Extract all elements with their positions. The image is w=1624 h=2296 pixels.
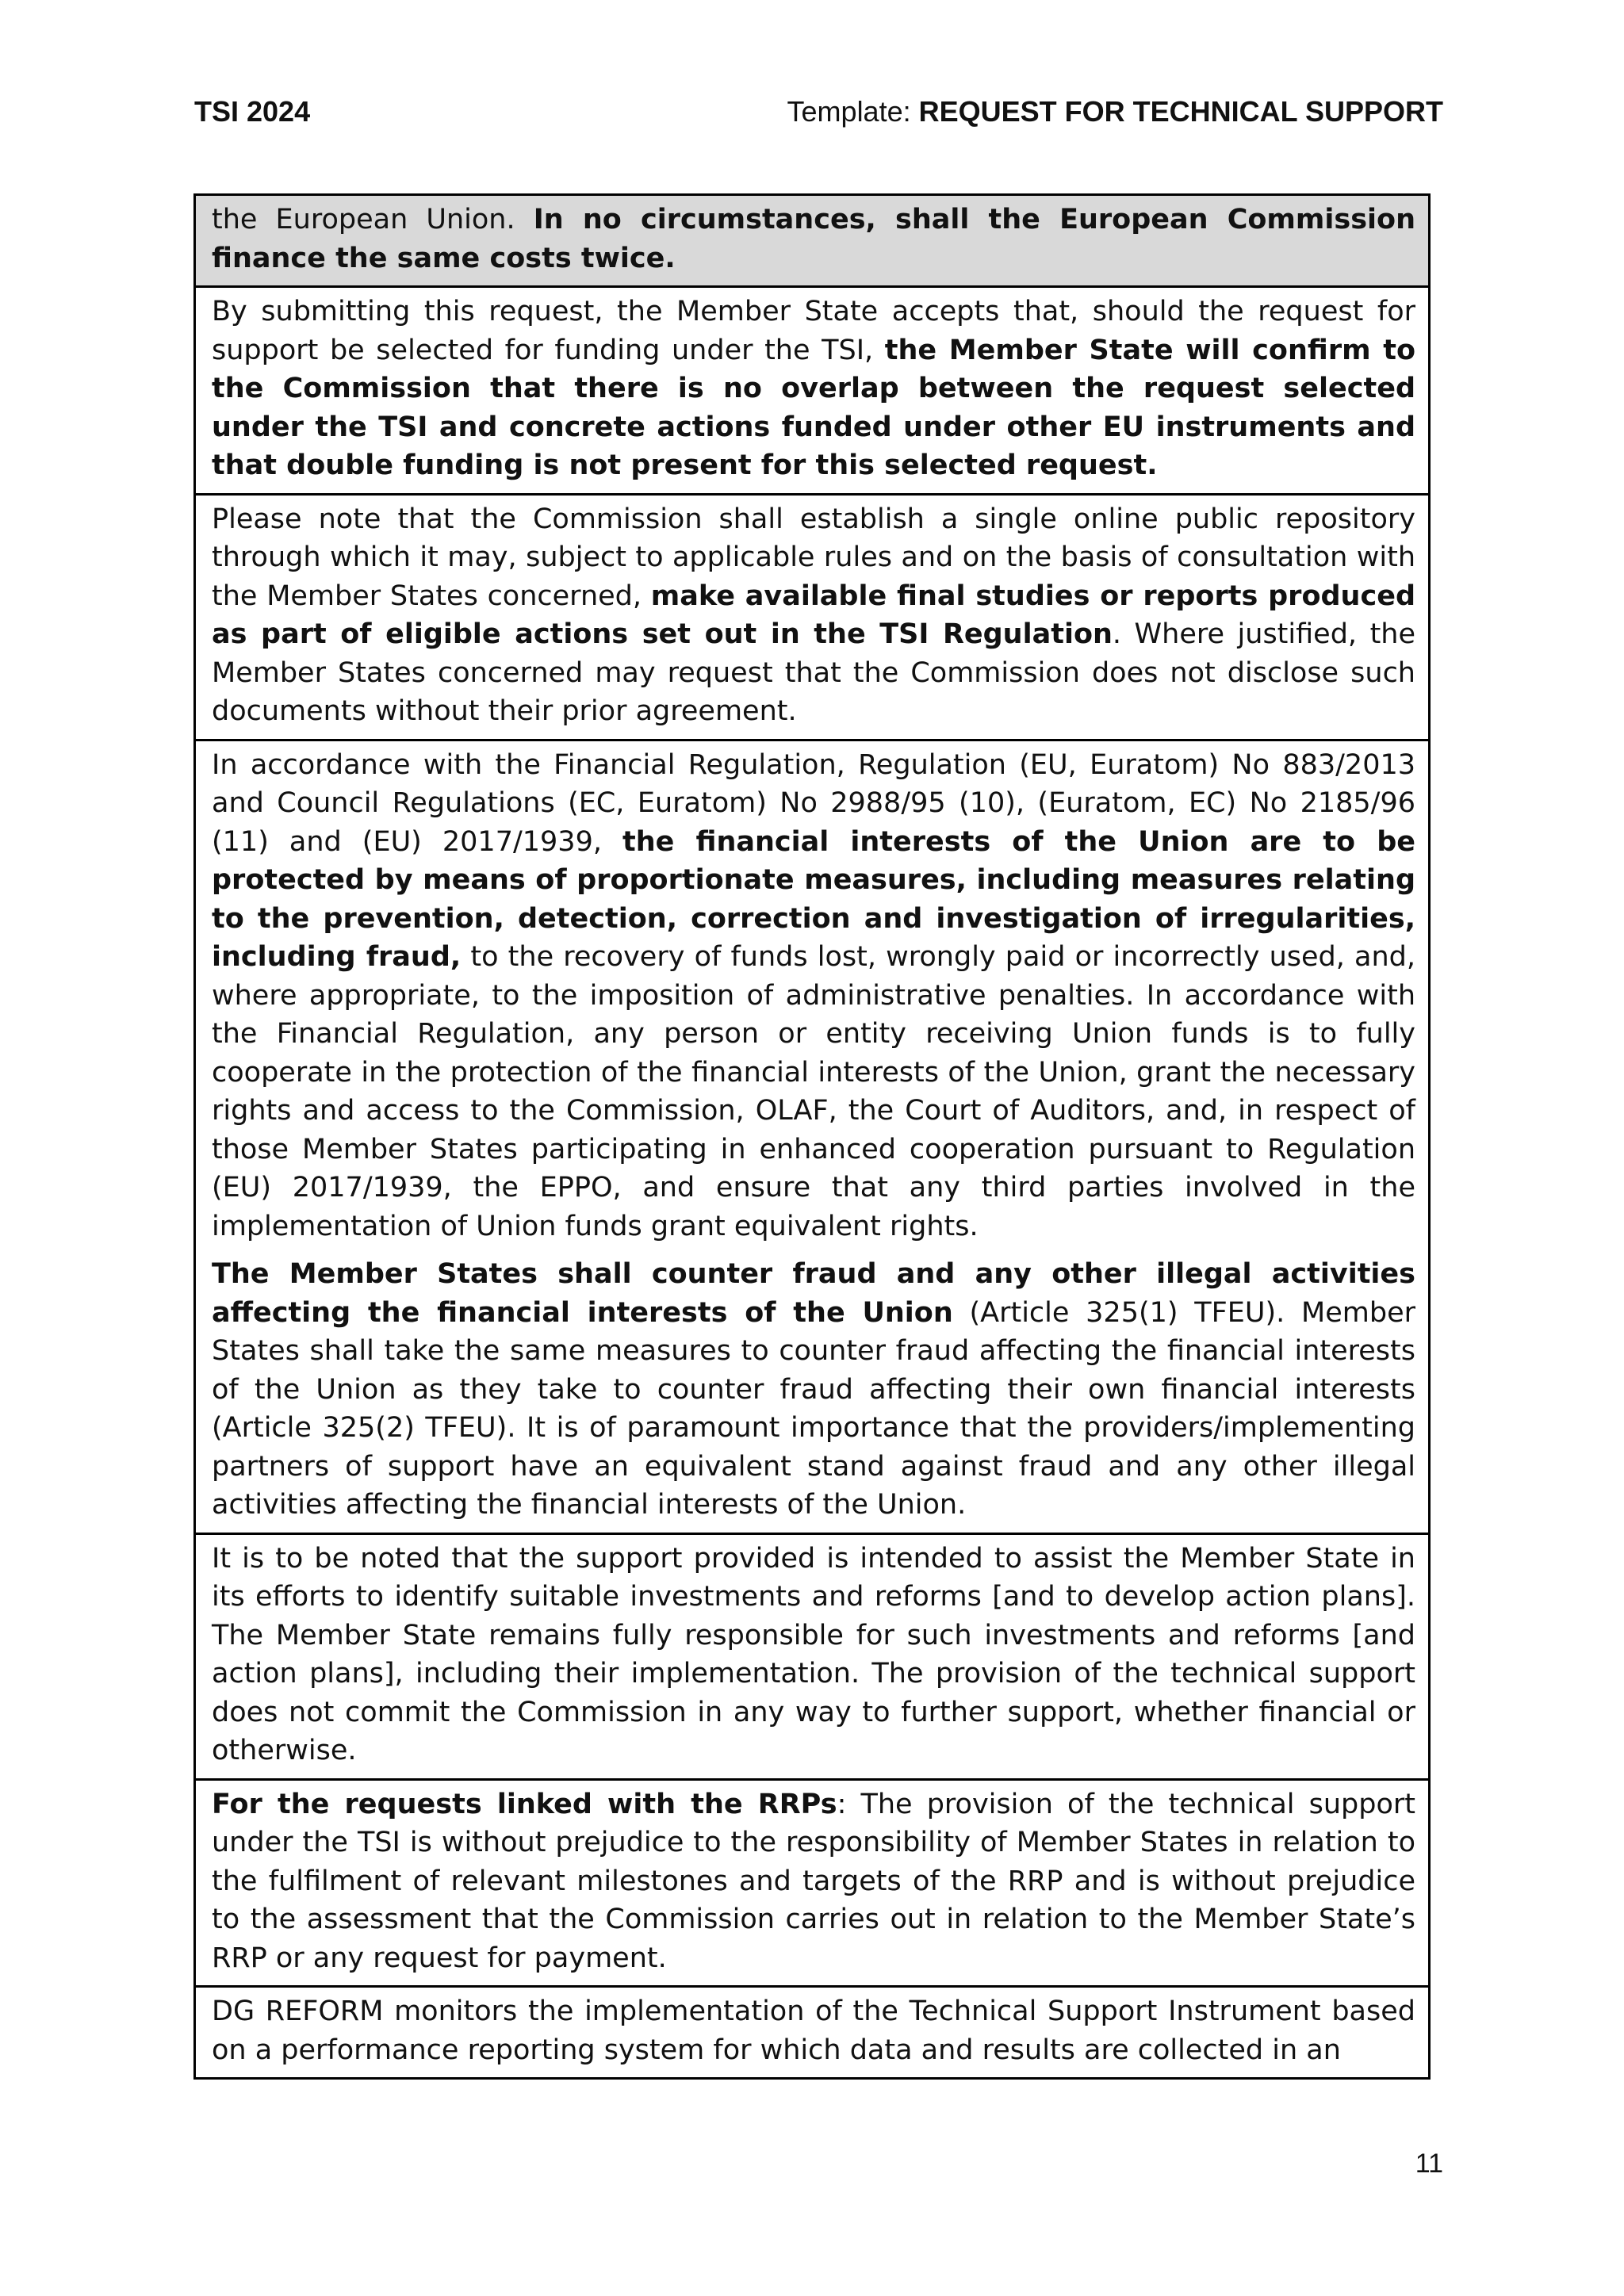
paragraph <box>212 201 1415 277</box>
bold-text: make available final studies or reports produced as part of eligible actions set out in the TSI Regulation <box>212 580 1415 650</box>
paragraph <box>212 746 1415 1246</box>
legal-notice-table <box>193 193 1431 2080</box>
text-run: In accordance with the Financial Regulation, Regulation (EU, Euratom) No 883/2013 and Council Regulations (EC, Euratom) No 2988/95 (10), (Euratom, EC) No 2185/96 (11) and (EU) 2017/1939, <box>212 748 1415 858</box>
table-cell <box>196 739 1428 1533</box>
table-cell <box>196 1533 1428 1778</box>
template-label: Template: <box>787 95 919 128</box>
paragraph <box>212 1992 1415 2069</box>
text-run: to the recovery of funds lost, wrongly paid or incorrectly used, and, where appropriate, to the imposition of administrative penalties. In accordance with the Financial Regulation, any person or entity receiving Union funds is to fully cooperate in the protection of the financial interests of the Union, grant the necessary rights and access to the Commission, OLAF, the Court of Auditors, and, in respect of those Member States participating in enhanced cooperation pursuant to Regulation (EU) 2017/1939, the EPPO, and ensure that any third parties involved in the implementation of Union funds grant equivalent rights. <box>212 941 1416 1242</box>
table-cell <box>196 285 1428 493</box>
text-run: (Article 325(1) TFEU). Member States shall take the same measures to counter fraud affecting the financial interests of the Union as they take to counter fraud affecting their own financial interests (Article 325(2) TFEU). It is of paramount importance that the providers/implementing partners of support have an equivalent stand against fraud and any other illegal activities affecting the financial interests of the Union. <box>212 1296 1415 1521</box>
bold-text: For the requests linked with the RRPs <box>212 1788 837 1820</box>
document-code: TSI 2024 <box>194 95 311 128</box>
text-run: . Where justified, the Member States concerned may request that the Commission does not disclose such documents without their prior agreement. <box>212 618 1416 727</box>
text-run: DG REFORM monitors the implementation of the Technical Support Instrument based on a performance reporting system for which data and results are collected in an <box>212 1996 1415 2066</box>
template-name: REQUEST FOR TECHNICAL SUPPORT <box>918 95 1443 128</box>
paragraph <box>212 293 1415 485</box>
paragraph <box>212 500 1415 731</box>
text-run: the European Union. <box>212 204 534 235</box>
bold-text: The Member States shall counter fraud and any other illegal activities affecting the financial interests of the Union <box>212 1258 1415 1329</box>
bold-text: the Member State will confirm to the Commission that there is no overlap between the request selected under the TSI and concrete actions funded under other EU instruments and that double funding is not present for this selected request. <box>212 334 1415 481</box>
text-run: : The provision of the technical support under the TSI is without prejudice to the responsibility of Member States in relation to the fulfilment of relevant milestones and targets of the RRP and is without prejudice to the assessment that the Commission carries out in relation to the Member State’s RRP or any request for payment. <box>212 1788 1415 1974</box>
template-title <box>787 95 1443 128</box>
text-run: Please note that the Commission shall establish a single online public repository through which it may, subject to applicable rules and on the basis of consultation with the Member States concerned, <box>212 503 1415 612</box>
text-run: It is to be noted that the support provided is intended to assist the Member State in its efforts to identify suitable investments and reforms [and to develop action plans]. The Member State remains fully responsible for such investments and reforms [and action plans], including their implementation. The provision of the technical support does not commit the Commission in any way to further support, whether financial or otherwise. <box>212 1542 1415 1766</box>
table-cell <box>196 196 1428 285</box>
bold-text: the financial interests of the Union are to be protected by means of proportionate measures, including measures relating to the prevention, detection, correction and investigation of irregularities, including fraud, <box>212 825 1415 973</box>
paragraph <box>212 1255 1415 1525</box>
paragraph <box>212 1540 1415 1770</box>
page-header <box>194 95 1443 135</box>
bold-text: In no circumstances, shall the European Commission finance the same costs twice. <box>212 204 1415 274</box>
page-number: 11 <box>1415 2149 1443 2179</box>
table-cell <box>196 1985 1428 2077</box>
table-cell <box>196 493 1428 739</box>
text-run: By submitting this request, the Member State accepts that, should the request for support be selected for funding under the TSI, <box>212 296 1415 366</box>
paragraph <box>212 1785 1415 1978</box>
table-cell <box>196 1778 1428 1986</box>
